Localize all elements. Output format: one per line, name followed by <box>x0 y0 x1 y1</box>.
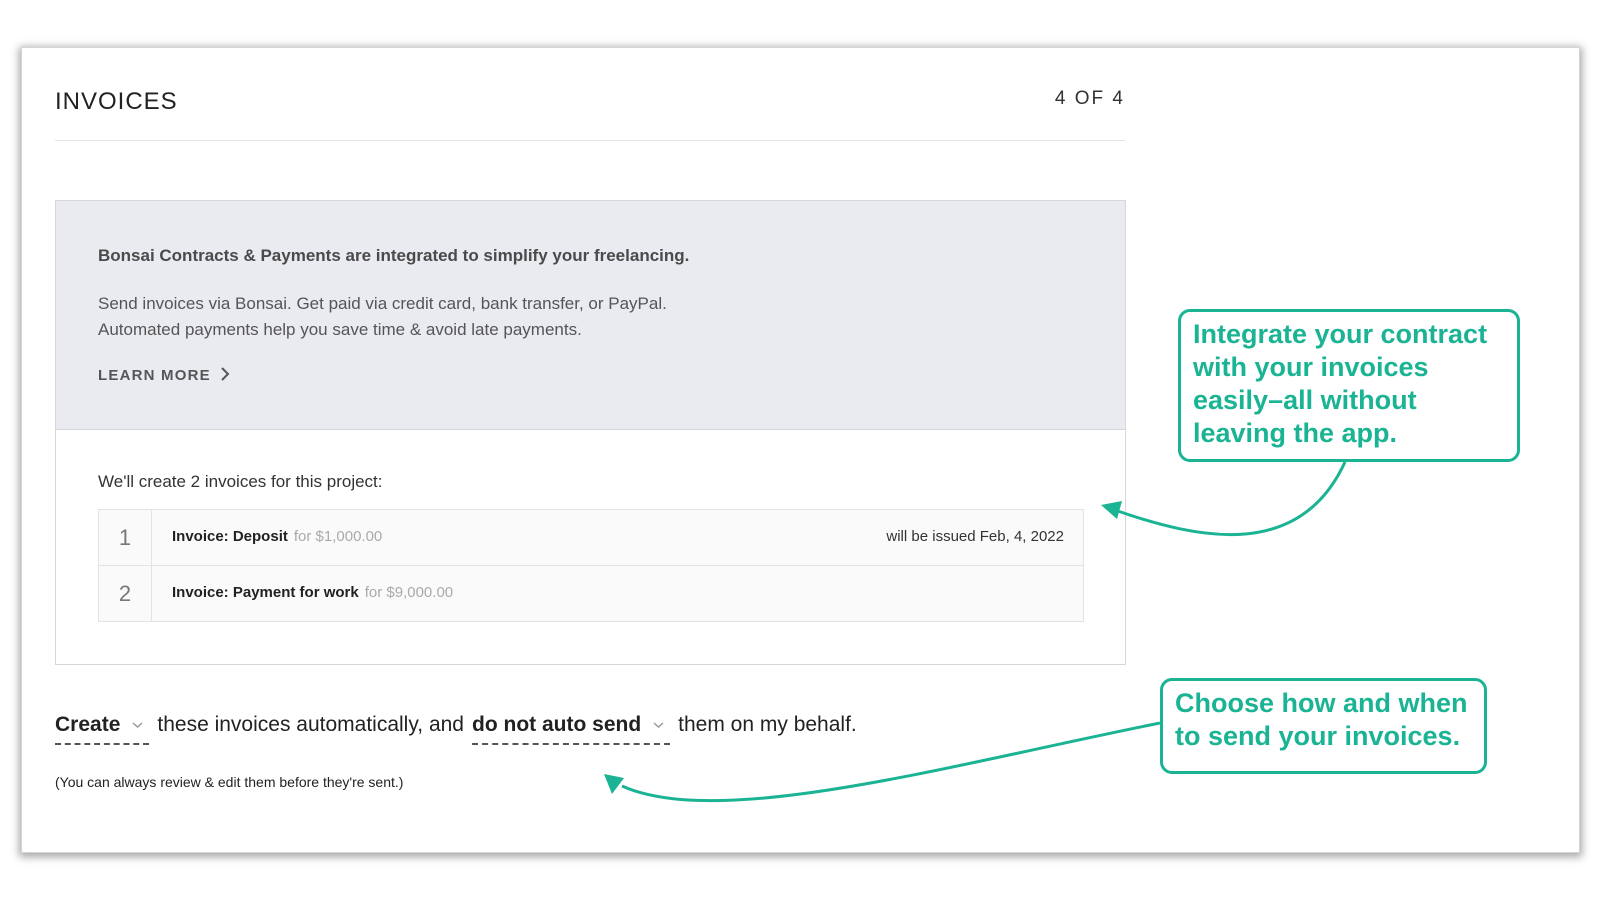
callout-line: leaving the app. <box>1193 418 1398 448</box>
send-option-value: do not auto send <box>472 713 642 736</box>
invoice-amount: for $1,000.00 <box>293 528 383 545</box>
callout-line: Integrate your contract <box>1193 319 1488 349</box>
invoice-issue-date: will be issued Feb, 4, 2022 <box>886 528 1064 545</box>
page-title: INVOICES <box>55 88 178 115</box>
create-option-value: Create <box>55 713 121 736</box>
callout-integrate <box>1178 309 1520 462</box>
send-option-dropdown[interactable] <box>472 713 670 745</box>
settings-text-1: these invoices automatically, and <box>157 713 464 736</box>
invoice-settings-sentence <box>55 713 865 745</box>
callout-send-options <box>1160 678 1487 774</box>
invoice-title: Invoice: Deposit <box>172 528 288 545</box>
info-banner <box>56 201 1125 430</box>
chevron-down-icon[interactable] <box>132 720 143 730</box>
settings-text-2: them on my behalf. <box>678 713 857 736</box>
invoice-name <box>172 584 453 601</box>
learn-more-link[interactable]: LEARN MORE <box>98 367 211 384</box>
invoice-name <box>172 528 382 545</box>
invoice-list <box>98 509 1084 622</box>
invoice-number: 2 <box>99 566 152 621</box>
info-text-line-2: Automated payments help you save time & avoid late payments. <box>98 320 582 339</box>
callout-line: easily–all without <box>1193 385 1417 415</box>
invoices-panel <box>55 200 1126 665</box>
callout-line: Choose how and when <box>1175 688 1468 718</box>
invoices-header <box>55 62 1125 141</box>
create-option-dropdown[interactable] <box>55 713 149 745</box>
invoice-row[interactable] <box>99 566 1083 621</box>
review-note: (You can always review & edit them before they're sent.) <box>55 774 404 790</box>
invoice-number: 1 <box>99 510 152 565</box>
info-heading: Bonsai Contracts & Payments are integrated to simplify your freelancing. <box>98 246 690 265</box>
invoices-intro-text: We'll create 2 invoices for this project: <box>98 472 383 491</box>
chevron-down-icon[interactable] <box>653 720 664 730</box>
invoice-title: Invoice: Payment for work <box>172 584 359 601</box>
chevron-right-icon[interactable] <box>217 364 235 384</box>
callout-line: to send your invoices. <box>1175 721 1461 751</box>
invoice-amount: for $9,000.00 <box>364 584 454 601</box>
invoice-row[interactable] <box>99 510 1083 566</box>
callout-line: with your invoices <box>1193 352 1429 382</box>
step-indicator: 4 OF 4 <box>1054 88 1125 109</box>
info-text-line-1: Send invoices via Bonsai. Get paid via credit card, bank transfer, or PayPal. <box>98 294 667 313</box>
